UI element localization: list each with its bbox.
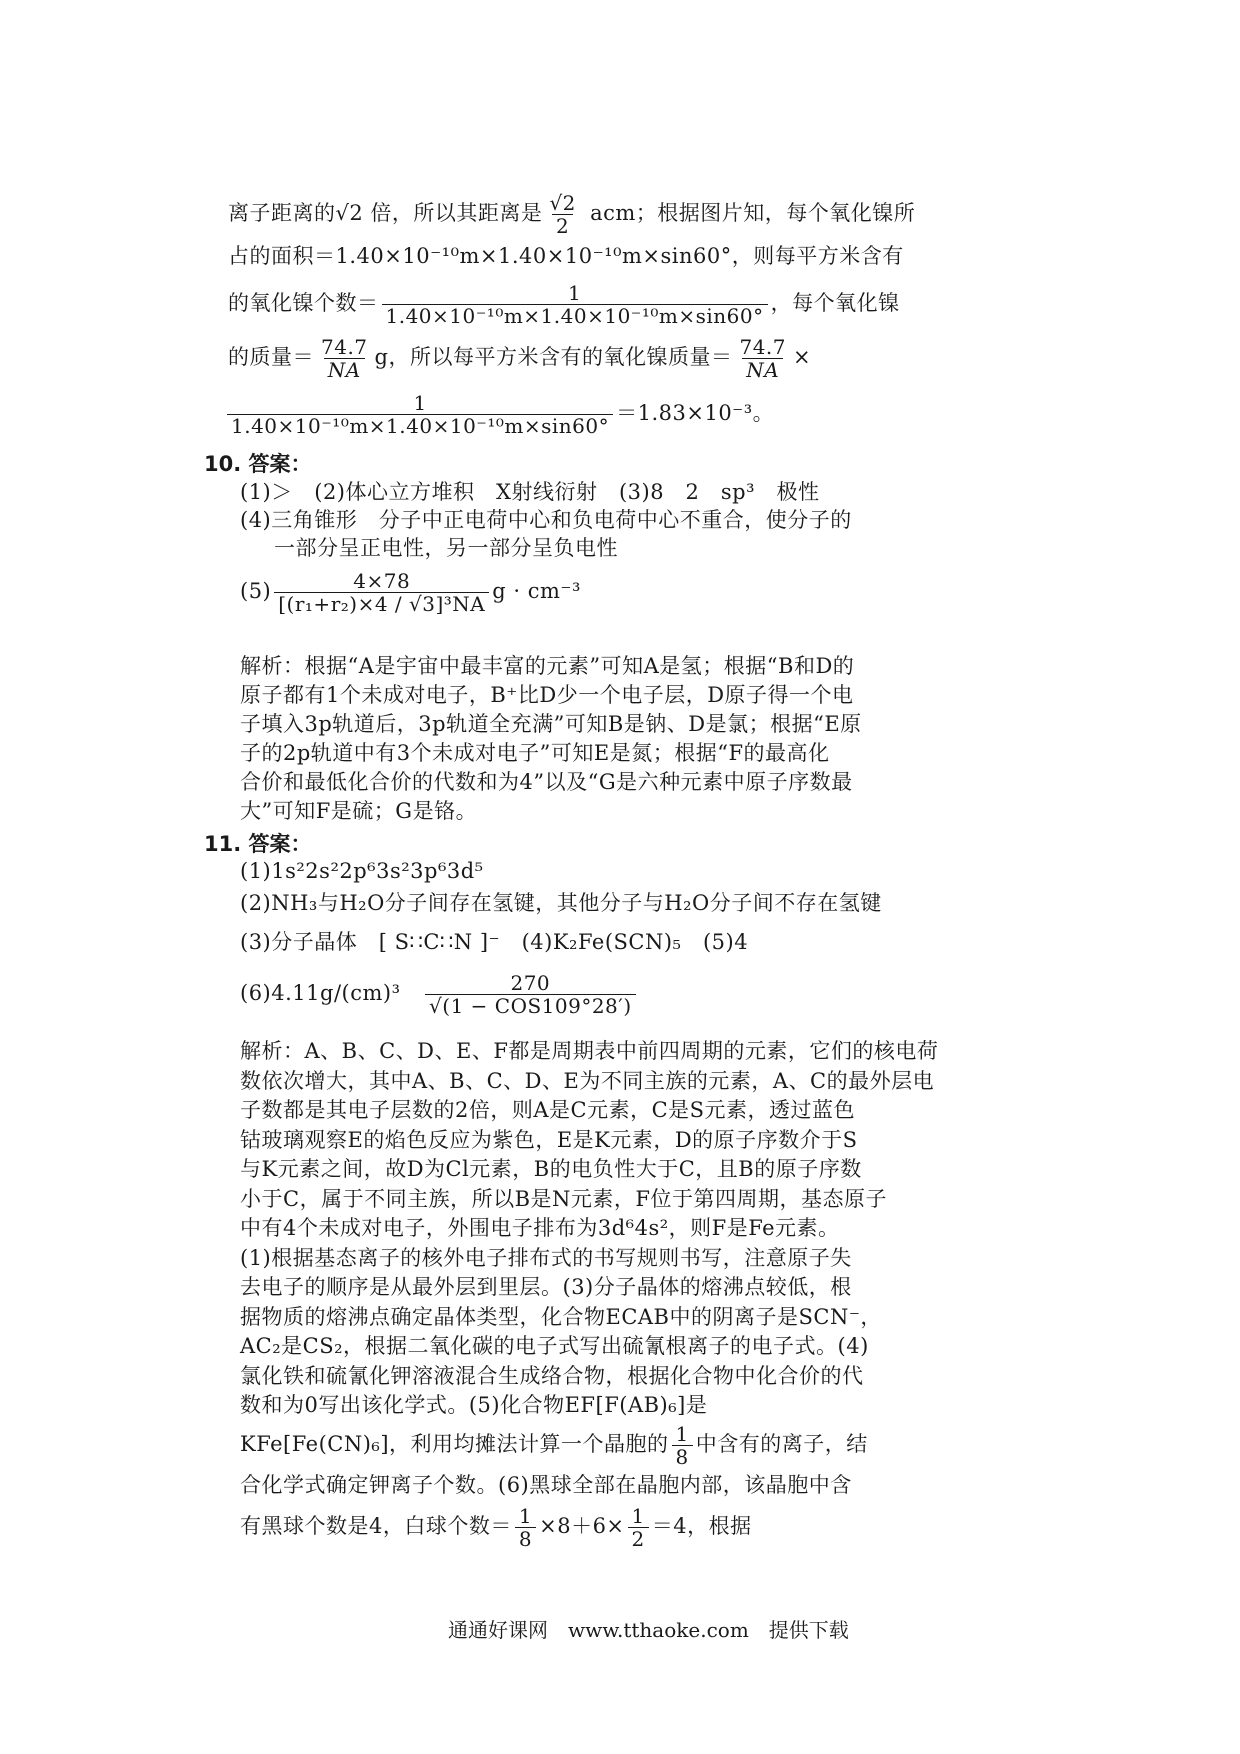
q11-explanation-15: 合化学式确定钾离子个数。(6)黑球全部在晶胞内部，该晶胞中含 xyxy=(240,1473,852,1497)
q11-explanation-line: 数和为0写出该化学式。(5)化合物EF[F(AB)₆]是 xyxy=(240,1393,708,1417)
q11-explanation-line: 子数都是其电子层数的2倍，则A是C元素，C是S元素，透过蓝色 xyxy=(240,1098,856,1122)
q11-explanation-line: 钴玻璃观察E的焰色反应为紫色，E是K元素，D的原子序数介于S xyxy=(240,1127,858,1152)
text-line-3: 的氧化镍个数＝ $\frac{1}{\text{1.40×10⁻¹⁰m×1.40×10⁻¹⁰m×sin60°}}$ ，每个氧化镍 xyxy=(228,281,900,328)
question-11-number: 11. 答案： xyxy=(204,832,312,856)
q10-answer-4a: (4)三角锥形 分子中正电荷中心和负电荷中心不重合，使分子的 xyxy=(240,508,852,532)
q11-answer-3: (3)分子晶体 [ S∷C∷N ]⁻ (4)K₂Fe(SCN)₅ (5)4 xyxy=(240,930,749,954)
q10-answer-4b: 一部分呈正电性，另一部分呈负电性 xyxy=(274,536,618,560)
q11-explanation-line: 据物质的熔沸点确定晶体类型，化合物ECAB中的阴离子是SCN⁻， xyxy=(240,1304,882,1329)
footer-credit: 通通好课网 www.tthaoke.com 提供下载 xyxy=(448,1618,849,1642)
q11-explanation-line: 与K元素之间，故D为Cl元素，B的电负性大于C，且B的原子序数 xyxy=(240,1157,862,1181)
text-line-4: 的质量＝ $\frac{74.7}{NA}$ g，所以每平方米含有的氧化镍质量＝ $\frac{74.7}{NA}$ × xyxy=(228,335,812,382)
q10-explanation-6: 大”可知F是硫；G是铬。 xyxy=(240,799,478,823)
q11-answer-6: (6)4.11g/(cm)³ $\frac{270}{\text{√(1 − COS109°28′)}}$ xyxy=(240,972,639,1017)
q10-answer-5: (5) $\frac{4\times 78}{\text{[(r₁+r₂)×4 / √3]³NA}}$ g · cm⁻³ xyxy=(240,569,581,616)
q11-explanation-line: AC₂是CS₂，根据二氧化碳的电子式写出硫氰根离子的电子式。(4) xyxy=(240,1334,869,1358)
q11-explanation-line: 解析：A、B、C、D、E、F都是周期表中前四周期的元素，它们的核电荷 xyxy=(240,1039,939,1063)
q10-explanation-1: 解析：根据“A是宇宙中最丰富的元素”可知A是氢；根据“B和D的 xyxy=(240,654,855,678)
q11-explanation-16: 有黑球个数是4，白球个数＝ $\frac{1}{8}$ ×8＋6× $\frac{1}{2}$ ＝4，根据 xyxy=(240,1504,752,1551)
q11-explanation-line: 中有4个未成对电子，外围电子排布为3d⁶4s²，则F是Fe元素。 xyxy=(240,1216,840,1240)
q10-explanation-4: 子的2p轨道中有3个未成对电子”可知E是氮；根据“F的最高化 xyxy=(240,741,830,765)
q11-explanation-line: 小于C，属于不同主族，所以B是N元素，F位于第四周期，基态原子 xyxy=(240,1186,887,1211)
q11-answer-1: (1)1s²2s²2p⁶3s²3p⁶3d⁵ xyxy=(240,859,484,883)
q10-explanation-2: 原子都有1个未成对电子，B⁺比D少一个电子层，D原子得一个电 xyxy=(240,683,854,707)
q10-answer-1: (1)＞ (2)体心立方堆积 X射线衍射 (3)8 2 sp³ 极性 xyxy=(240,480,820,504)
q11-explanation-line: 去电子的顺序是从最外层到里层。(3)分子晶体的熔沸点较低，根 xyxy=(240,1275,852,1299)
q10-explanation-5: 合价和最低化合价的代数和为4”以及“G是六种元素中原子序数最 xyxy=(240,770,853,794)
q11-explanation-14: KFe[Fe(CN)₆]，利用均摊法计算一个晶胞的 $\frac{1}{8}$ 中含有的离子，结 xyxy=(240,1422,868,1469)
text-line-2: 占的面积＝1.40×10⁻¹⁰m×1.40×10⁻¹⁰m×sin60°，则每平方米含有 xyxy=(228,244,904,268)
q10-explanation-3: 子填入3p轨道后，3p轨道全充满”可知B是钠、D是氯；根据“E原 xyxy=(240,712,862,736)
q11-answer-2: (2)NH₃与H₂O分子间存在氢键，其他分子与H₂O分子间不存在氢键 xyxy=(240,891,882,915)
question-10-number: 10. 答案： xyxy=(204,452,312,476)
text-line-5: $\frac{1}{\text{1.40×10⁻¹⁰m×1.40×10⁻¹⁰m×sin60°}}$ ＝1.83×10⁻³。 xyxy=(224,392,774,437)
q11-explanation-line: 数依次增大，其中A、B、C、D、E为不同主族的元素，A、C的最外层电 xyxy=(240,1068,935,1093)
text-line-1: 离子距离的√2 倍，所以其距离是 $\frac{√2}{2}$ acm；根据图片知，每个氧化镍所 xyxy=(228,191,916,238)
q11-explanation-line: (1)根据基态离子的核外电子排布式的书写规则书写，注意原子失 xyxy=(240,1245,852,1270)
q11-explanation-line: 氯化铁和硫氰化钾溶液混合生成络合物，根据化合物中化合价的代 xyxy=(240,1363,864,1388)
